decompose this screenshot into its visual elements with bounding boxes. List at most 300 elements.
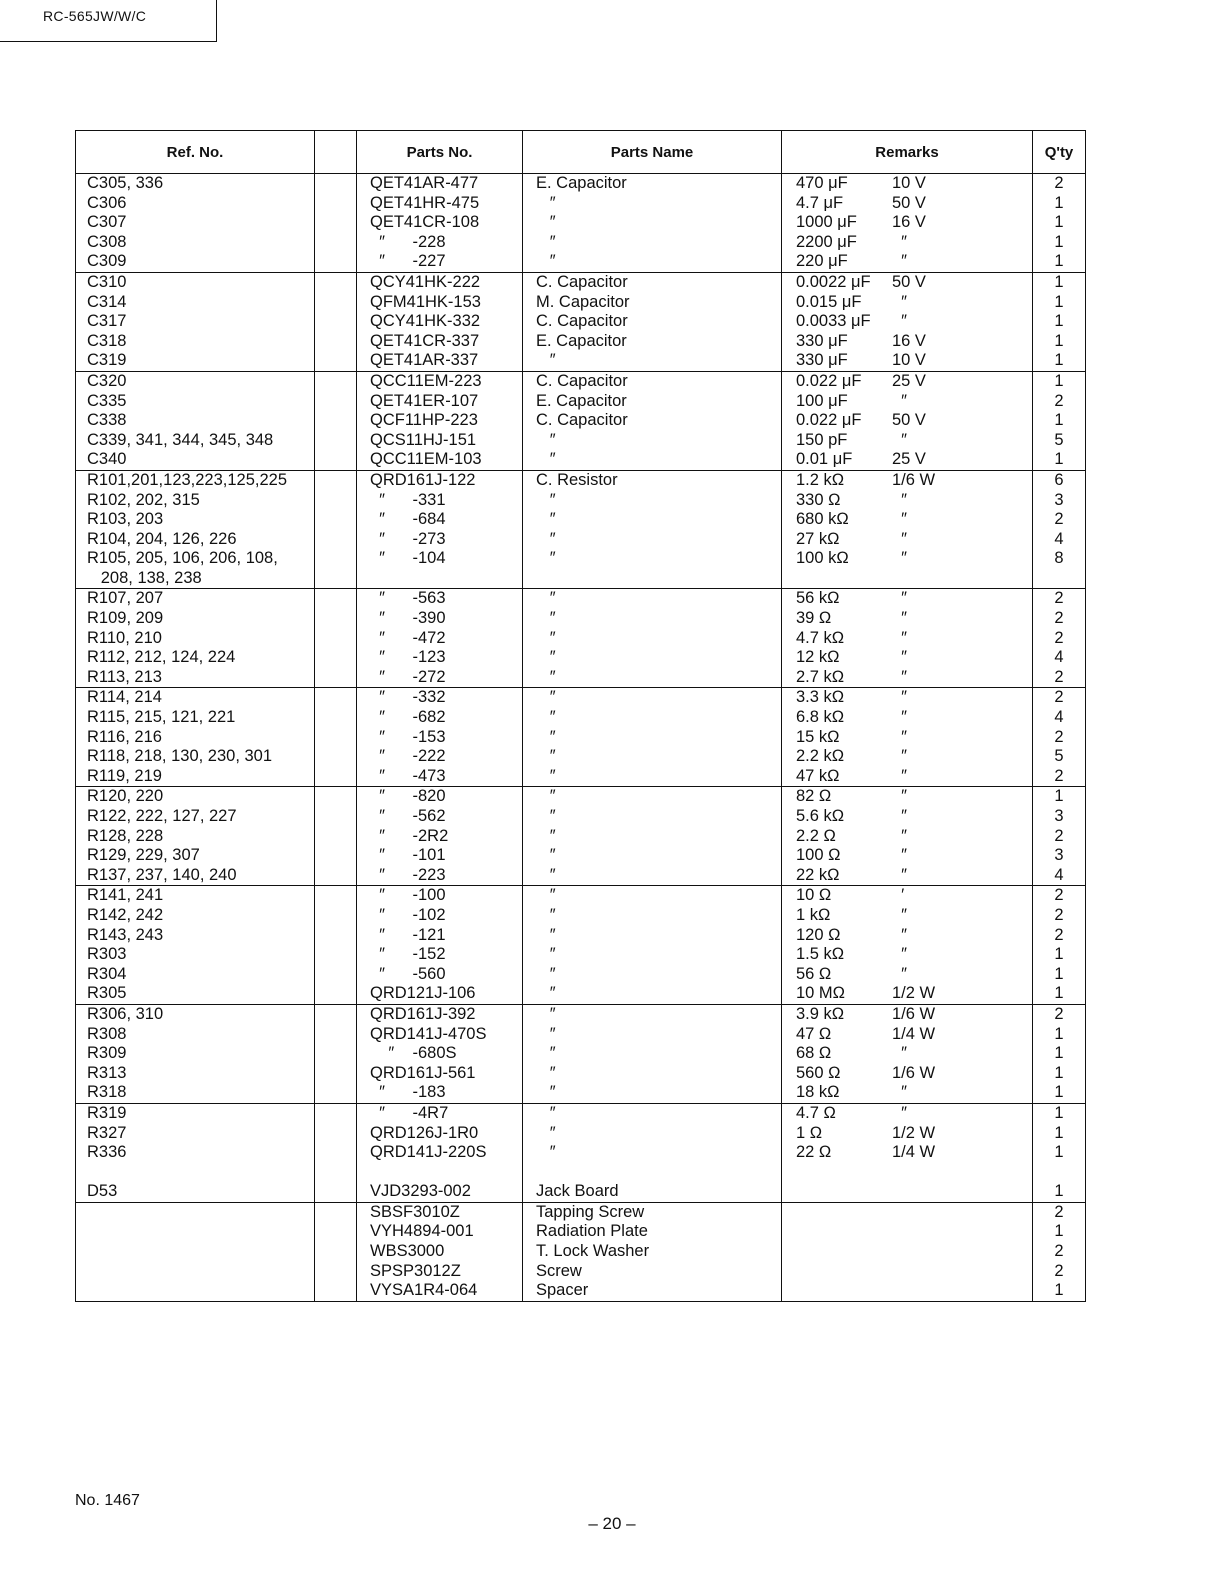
ref-no-cell <box>76 886 315 1005</box>
header-parts-no: Parts No. <box>357 131 523 174</box>
remark-value <box>796 1203 892 1223</box>
list-item: ″ <box>536 865 556 884</box>
list-item: ″ <box>536 747 556 766</box>
remark-value: 0.0022 μF <box>796 272 871 291</box>
list-item <box>782 1143 1032 1163</box>
blank-cell <box>315 886 357 1005</box>
document-number: No. 1467 <box>75 1492 140 1509</box>
list-item: 2 <box>1054 667 1064 686</box>
list-item: ″ <box>536 688 556 707</box>
list-item: 1 <box>1054 964 1064 983</box>
list-item <box>76 1242 314 1262</box>
header-remarks: Remarks <box>782 131 1033 174</box>
list-item: R318 <box>87 1083 127 1102</box>
parts-no-cell <box>357 688 523 787</box>
remark-rating: ″ <box>892 945 908 964</box>
list-item: QCY41HK-222 <box>370 272 481 291</box>
list-item: C307 <box>87 213 127 232</box>
list-item <box>782 807 1032 827</box>
list-item: ″ <box>536 648 556 667</box>
blank-cell <box>315 1103 357 1202</box>
table-row-group <box>76 688 1086 787</box>
remark-rating: ″ <box>892 807 908 825</box>
list-item: ″ <box>536 964 556 983</box>
list-item: R143, 243 <box>87 925 164 944</box>
remark-value: 4.7 Ω <box>796 1103 836 1122</box>
list-item: ″ <box>536 213 556 232</box>
remarks-cell <box>782 787 1033 886</box>
ref-no-cell <box>76 1004 315 1103</box>
list-item <box>782 1083 1032 1103</box>
list-item <box>782 1182 1032 1202</box>
list-item: 3 <box>1054 807 1064 825</box>
list-item: C338 <box>87 411 127 430</box>
qty-cell <box>1033 886 1086 1005</box>
list-item: M. Capacitor <box>536 292 630 311</box>
list-item <box>782 510 1032 530</box>
remark-value: 1000 μF <box>796 213 857 232</box>
list-item: ″ -562 <box>370 807 446 825</box>
list-item <box>782 252 1032 272</box>
list-item: QRD141J-470S <box>370 1024 487 1043</box>
qty-cell <box>1033 589 1086 688</box>
list-item: R137, 237, 140, 240 <box>87 865 237 884</box>
list-item: C309 <box>87 252 127 271</box>
list-item <box>782 471 1032 491</box>
remark-rating: 1/2 W <box>892 984 936 1003</box>
remark-value: 10 MΩ <box>796 984 846 1003</box>
list-item: ″ <box>536 351 556 370</box>
list-item: QFM41HK-153 <box>370 292 481 311</box>
list-item: C319 <box>87 351 127 370</box>
list-item <box>782 491 1032 511</box>
list-item: 6 <box>1054 470 1064 489</box>
ref-no-cell <box>76 470 315 589</box>
list-item: 208, 138, 238 <box>87 568 202 587</box>
qty-cell <box>1033 1004 1086 1103</box>
list-item: ″ -227 <box>370 252 446 271</box>
list-item: VJD3293-002 <box>370 1182 471 1201</box>
ref-no-cell <box>76 272 315 371</box>
remark-rating: ″ <box>892 925 908 944</box>
remark-rating: ″ <box>892 609 908 628</box>
remark-value: 10 Ω <box>796 886 832 905</box>
remark-value: 1.5 kΩ <box>796 945 845 964</box>
parts-no-cell <box>357 1202 523 1301</box>
list-item: 1 <box>1054 1103 1064 1122</box>
remark-rating: 1/6 W <box>892 1004 936 1023</box>
list-item: ″ -682 <box>370 708 446 727</box>
remark-rating: ″ <box>892 391 908 410</box>
list-item: ″ -152 <box>370 945 446 964</box>
remark-value <box>796 569 892 589</box>
remark-value: 1 Ω <box>796 1123 823 1142</box>
remark-rating: ″ <box>892 648 908 667</box>
list-item: ″ <box>536 1143 556 1162</box>
list-item <box>782 450 1032 470</box>
remark-value: 1.2 kΩ <box>796 470 845 489</box>
list-item: QRD126J-1R0 <box>370 1123 479 1142</box>
remark-rating: ″ <box>892 589 908 608</box>
list-item: 3 <box>1054 846 1064 865</box>
blank-cell <box>315 1202 357 1301</box>
list-item: R114, 214 <box>87 688 162 707</box>
list-item: 4 <box>1054 865 1064 884</box>
page-number: – 20 – <box>588 1514 636 1533</box>
list-item: 1 <box>1054 351 1064 370</box>
list-item: 1 <box>1054 411 1064 430</box>
list-item: C340 <box>87 450 127 469</box>
list-item: ″ -2R2 <box>370 826 449 845</box>
list-item: QET41ER-107 <box>370 391 479 410</box>
remark-value: 0.022 μF <box>796 371 862 390</box>
remark-value: 68 Ω <box>796 1044 832 1063</box>
table-row-group <box>76 1004 1086 1103</box>
remark-rating: ″ <box>892 688 908 707</box>
list-item: R116, 216 <box>87 727 162 746</box>
list-item: ″ -272 <box>370 667 446 686</box>
blank-cell <box>315 272 357 371</box>
list-item: R305 <box>87 984 127 1003</box>
remark-value: 3.9 kΩ <box>796 1004 845 1023</box>
blank-cell <box>315 371 357 470</box>
remark-value: 0.01 μF <box>796 450 853 469</box>
list-item: QRD161J-561 <box>370 1063 476 1082</box>
remark-value: 2200 μF <box>796 232 857 251</box>
parts-name-cell <box>523 174 782 273</box>
remark-rating: ″ <box>892 1083 908 1102</box>
list-item: C317 <box>87 312 127 331</box>
remark-rating: ″ <box>892 964 908 983</box>
remark-value: 120 Ω <box>796 925 841 944</box>
remark-rating: 25 V <box>892 371 926 390</box>
list-item: 5 <box>1054 430 1064 449</box>
list-item <box>1033 569 1085 589</box>
ref-no-cell <box>76 174 315 273</box>
list-item <box>782 648 1032 668</box>
list-item: R142, 242 <box>87 905 164 924</box>
remark-value: 5.6 kΩ <box>796 807 845 825</box>
remark-rating: 10 V <box>892 174 926 192</box>
remark-rating: 50 V <box>892 411 926 430</box>
list-item <box>782 332 1032 352</box>
list-item: C305, 336 <box>87 174 164 192</box>
remark-rating: ″ <box>892 628 908 647</box>
table-row-group <box>76 886 1086 1005</box>
list-item <box>782 392 1032 412</box>
parts-name-cell <box>523 688 782 787</box>
parts-name-cell <box>523 272 782 371</box>
list-item: R104, 204, 126, 226 <box>87 529 237 548</box>
list-item: 1 <box>1054 292 1064 311</box>
table-row-group <box>76 1202 1086 1301</box>
remarks-cell <box>782 174 1033 273</box>
list-item: 1 <box>1054 213 1064 232</box>
list-item: SBSF3010Z <box>370 1202 460 1221</box>
list-item: C306 <box>87 193 127 212</box>
list-item: C. Capacitor <box>536 411 628 430</box>
remark-value <box>796 1281 892 1301</box>
list-item: ″ <box>536 708 556 727</box>
list-item: R309 <box>87 1044 127 1063</box>
table-row-group <box>76 787 1086 886</box>
list-item <box>782 827 1032 847</box>
list-item <box>782 708 1032 728</box>
list-item: R105, 205, 106, 206, 108, <box>87 549 278 568</box>
list-item: R101,201,123,223,125,225 <box>87 470 288 489</box>
list-item <box>782 767 1032 787</box>
list-item: ″ <box>536 667 556 686</box>
list-item: ″ <box>536 589 556 608</box>
list-item: QET41CR-337 <box>370 331 480 350</box>
remarks-cell <box>782 272 1033 371</box>
list-item: 1 <box>1054 252 1064 271</box>
list-item <box>782 194 1032 214</box>
remarks-cell <box>782 589 1033 688</box>
list-item: R313 <box>87 1063 127 1082</box>
remark-value <box>796 1222 892 1242</box>
list-item <box>782 1064 1032 1084</box>
remark-rating: ″ <box>892 430 908 449</box>
remark-rating: 25 V <box>892 450 926 469</box>
list-item: Radiation Plate <box>536 1222 648 1241</box>
list-item: 1 <box>1054 193 1064 212</box>
remark-value: 15 kΩ <box>796 727 840 746</box>
list-item <box>782 1222 1032 1242</box>
remark-value: 100 μF <box>796 391 848 410</box>
parts-no-cell <box>357 1004 523 1103</box>
list-item: ″ <box>536 807 556 825</box>
list-item: ″ <box>536 1103 556 1122</box>
list-item: Tapping Screw <box>536 1202 645 1221</box>
list-item: ″ <box>536 193 556 212</box>
list-item: 1 <box>1054 1123 1064 1142</box>
list-item: ″ <box>536 1004 556 1023</box>
list-item: ″ <box>536 846 556 865</box>
list-item <box>523 569 781 589</box>
table-row-group <box>76 470 1086 589</box>
list-item: ″ -153 <box>370 727 446 746</box>
list-item <box>782 1262 1032 1282</box>
list-item <box>782 688 1032 708</box>
list-item <box>782 945 1032 965</box>
list-item: QCY41HK-332 <box>370 312 481 331</box>
remark-value: 100 kΩ <box>796 549 849 568</box>
list-item <box>782 293 1032 313</box>
list-item: C318 <box>87 331 127 350</box>
remark-rating: ″ <box>892 490 908 509</box>
list-item: 1 <box>1054 1143 1064 1162</box>
remark-rating: ″ <box>892 727 908 746</box>
remark-value: 22 Ω <box>796 1143 832 1162</box>
list-item: R122, 222, 127, 227 <box>87 807 237 825</box>
list-item: R306, 310 <box>87 1004 164 1023</box>
list-item: 2 <box>1054 905 1064 924</box>
remark-value: 330 μF <box>796 331 848 350</box>
list-item: 2 <box>1054 688 1064 707</box>
remark-rating: 16 V <box>892 213 926 232</box>
list-item: C. Capacitor <box>536 371 628 390</box>
list-item: R129, 229, 307 <box>87 846 200 865</box>
list-item: SPSP3012Z <box>370 1261 461 1280</box>
remark-value: 12 kΩ <box>796 648 840 667</box>
parts-name-cell <box>523 470 782 589</box>
list-item <box>782 1163 1032 1183</box>
list-item: Screw <box>536 1261 582 1280</box>
list-item: ″ <box>536 609 556 628</box>
list-item: ″ <box>536 628 556 647</box>
list-item: QRD121J-106 <box>370 984 476 1003</box>
list-item <box>76 1203 314 1223</box>
list-item <box>782 372 1032 392</box>
list-item: QRD161J-122 <box>370 470 476 489</box>
list-item: 2 <box>1054 925 1064 944</box>
list-item <box>782 1203 1032 1223</box>
table-row-group <box>76 1103 1086 1202</box>
parts-list-table <box>75 130 1086 1302</box>
remark-rating: ″ <box>892 846 908 865</box>
remark-rating: ″ <box>892 292 908 311</box>
remarks-cell <box>782 470 1033 589</box>
parts-name-cell <box>523 787 782 886</box>
remark-value: 100 Ω <box>796 846 841 865</box>
list-item: C339, 341, 344, 345, 348 <box>87 430 274 449</box>
list-item: ″ -102 <box>370 905 446 924</box>
list-item: C314 <box>87 292 127 311</box>
remark-rating: 1/6 W <box>892 1063 936 1082</box>
list-item <box>782 1005 1032 1025</box>
list-item: 2 <box>1054 1202 1064 1221</box>
parts-no-cell <box>357 886 523 1005</box>
list-item: ″ <box>536 826 556 845</box>
list-item: 1 <box>1054 371 1064 390</box>
list-item: ″ <box>536 984 556 1003</box>
list-item: C308 <box>87 232 127 251</box>
list-item: ″ -560 <box>370 964 446 983</box>
list-item: R113, 213 <box>87 667 162 686</box>
list-item: 2 <box>1054 510 1064 529</box>
list-item <box>782 569 1032 589</box>
list-item: 2 <box>1054 826 1064 845</box>
list-item: 1 <box>1054 984 1064 1003</box>
list-item <box>76 1281 314 1301</box>
list-item <box>782 846 1032 866</box>
qty-cell <box>1033 470 1086 589</box>
ref-no-cell <box>76 371 315 470</box>
remark-value: 0.0033 μF <box>796 312 871 331</box>
remarks-cell <box>782 1202 1033 1301</box>
remark-value: 82 Ω <box>796 787 832 806</box>
ref-no-cell <box>76 1202 315 1301</box>
list-item: ″ <box>536 886 556 905</box>
parts-no-cell <box>357 787 523 886</box>
header-qty: Q'ty <box>1033 131 1086 174</box>
list-item: 1 <box>1054 945 1064 964</box>
remark-rating: ″ <box>892 232 908 251</box>
list-item <box>357 1163 522 1183</box>
remarks-cell <box>782 1004 1033 1103</box>
list-item <box>782 906 1032 926</box>
qty-cell <box>1033 787 1086 886</box>
remark-value <box>796 1163 892 1183</box>
ref-no-cell <box>76 688 315 787</box>
parts-no-cell <box>357 470 523 589</box>
remarks-cell <box>782 1103 1033 1202</box>
list-item: ″ <box>536 510 556 529</box>
list-item: QCC11EM-103 <box>370 450 482 469</box>
list-item: 2 <box>1054 589 1064 608</box>
list-item: QET41AR-337 <box>370 351 479 370</box>
remark-rating: ″ <box>892 708 908 727</box>
list-item: R112, 212, 124, 224 <box>87 648 236 667</box>
remark-rating: ″ <box>892 826 908 845</box>
remark-rating: ″ <box>892 1044 908 1063</box>
remark-value: 0.022 μF <box>796 411 862 430</box>
list-item: C320 <box>87 371 127 390</box>
table-row-group <box>76 272 1086 371</box>
model-label-box <box>0 0 217 42</box>
ref-no-cell <box>76 787 315 886</box>
list-item: 2 <box>1054 1242 1064 1261</box>
list-item <box>782 351 1032 371</box>
list-item <box>782 866 1032 886</box>
list-item <box>357 569 522 589</box>
parts-no-cell <box>357 589 523 688</box>
list-item <box>782 1124 1032 1144</box>
list-item: ″ -4R7 <box>370 1103 449 1122</box>
list-item <box>782 411 1032 431</box>
list-item <box>782 886 1032 906</box>
list-item <box>782 668 1032 688</box>
list-item: WBS3000 <box>370 1242 445 1261</box>
remark-rating: 50 V <box>892 193 926 212</box>
blank-cell <box>315 1004 357 1103</box>
list-item <box>782 1044 1032 1064</box>
list-item: QET41HR-475 <box>370 193 480 212</box>
list-item: 1 <box>1054 450 1064 469</box>
remarks-cell <box>782 371 1033 470</box>
list-item: 5 <box>1054 747 1064 766</box>
remark-value: 39 Ω <box>796 609 832 628</box>
table-row-group <box>76 589 1086 688</box>
list-item: 1 <box>1054 1083 1064 1102</box>
remark-value <box>796 1242 892 1262</box>
list-item <box>782 965 1032 985</box>
list-item: ″ -473 <box>370 766 446 785</box>
parts-name-cell <box>523 1202 782 1301</box>
header-blank <box>315 131 357 174</box>
list-item: C. Capacitor <box>536 312 628 331</box>
list-item: ″ <box>536 787 556 806</box>
parts-name-cell <box>523 1103 782 1202</box>
list-item <box>782 787 1032 807</box>
list-item: ″ -100 <box>370 886 446 905</box>
remark-rating: 50 V <box>892 272 926 291</box>
list-item: ″ -222 <box>370 747 446 766</box>
list-item: 2 <box>1054 628 1064 647</box>
remark-value: 680 kΩ <box>796 510 849 529</box>
header-ref-no: Ref. No. <box>76 131 315 174</box>
list-item: T. Lock Washer <box>536 1242 650 1261</box>
remark-rating: ″ <box>892 905 908 924</box>
remark-value: 150 pF <box>796 430 848 449</box>
parts-no-cell <box>357 371 523 470</box>
remark-value <box>796 1182 892 1202</box>
list-item: C. Resistor <box>536 470 618 489</box>
qty-cell <box>1033 1202 1086 1301</box>
qty-cell <box>1033 174 1086 273</box>
list-item: ″ <box>536 905 556 924</box>
